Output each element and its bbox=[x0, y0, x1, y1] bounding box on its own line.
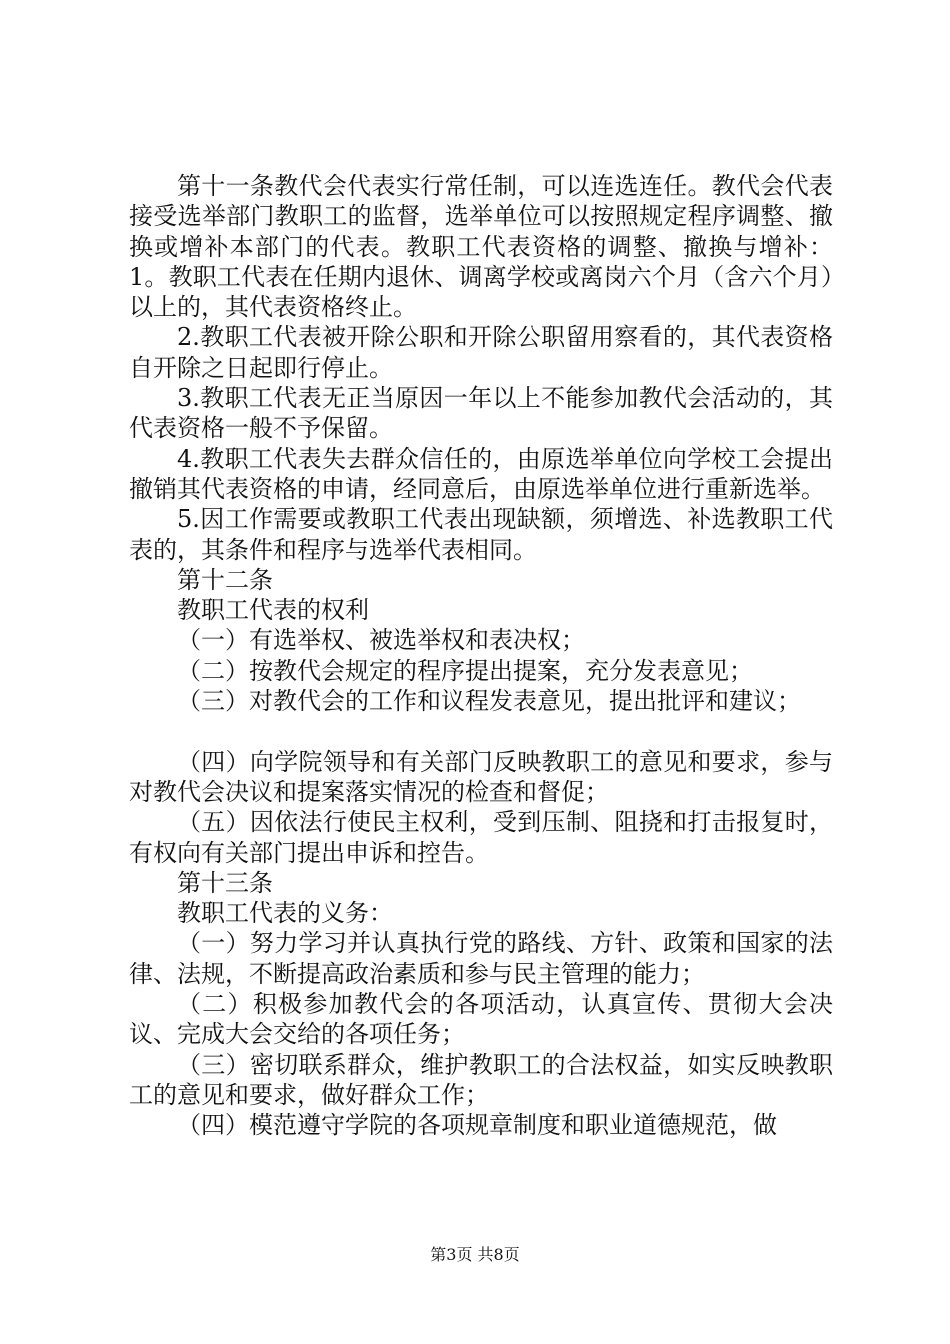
rights-heading: 教职工代表的权利 bbox=[177, 596, 369, 625]
duties-item-3: （三）密切联系群众，维护教职工的合法权益，如实反映教职工的意见和要求，做好群众工作； bbox=[129, 1050, 833, 1109]
rights-item-3: （三）对教代会的工作和议程发表意见，提出批评和建议； bbox=[177, 687, 801, 716]
blank-line bbox=[129, 716, 833, 746]
paragraph-item-2: 2.教职工代表被开除公职和开除公职留用察看的，其代表资格自开除之日起即行停止。 bbox=[129, 323, 833, 382]
paragraph-item-4: 4.教职工代表失去群众信任的，由原选举单位向学校工会提出撤销其代表资格的申请，经同意后，由原选举单位进行重新选举。 bbox=[129, 444, 833, 503]
article-12-heading: 第十二条 bbox=[177, 565, 273, 594]
rights-item-2: （二）按教代会规定的程序提出提案，充分发表意见； bbox=[177, 656, 753, 685]
page-number-label: 第3页 共8页 bbox=[430, 1245, 520, 1264]
article-13-heading: 第十三条 bbox=[177, 868, 273, 897]
paragraph-item-5: 5.因工作需要或教职工代表出现缺额，须增选、补选教职工代表的，其条件和程序与选举代表相同。 bbox=[129, 505, 833, 564]
paragraph-article-11: 第十一条教代会代表实行常任制，可以连选连任。教代会代表接受选举部门教职工的监督，选举单位可以按照规定程序调整、撤换或增补本部门的代表。教职工代表资格的调整、撤换与增补：1。教职工代表在任期内退休、调离学校或离岗六个月（含六个月）以上的，其代表资格终止。 bbox=[129, 172, 833, 322]
rights-item-5: （五）因依法行使民主权利，受到压制、阻挠和打击报复时，有权向有关部门提出申诉和控告。 bbox=[129, 808, 833, 867]
rights-item-1: （一）有选举权、被选举权和表决权； bbox=[177, 626, 585, 655]
page-footer bbox=[0, 1245, 950, 1265]
rights-item-4: （四）向学院领导和有关部门反映教职工的意见和要求，参与对教代会决议和提案落实情况的检查和督促； bbox=[129, 747, 833, 806]
paragraph-item-3: 3.教职工代表无正当原因一年以上不能参加教代会活动的，其代表资格一般不予保留。 bbox=[129, 384, 833, 443]
duties-item-4: （四）模范遵守学院的各项规章制度和职业道德规范，做 bbox=[177, 1111, 777, 1140]
duties-heading: 教职工代表的义务： bbox=[177, 899, 393, 928]
document-body bbox=[129, 171, 833, 1141]
duties-item-2: （二）积极参加教代会的各项活动，认真宣传、贯彻大会决议、完成大会交给的各项任务； bbox=[129, 990, 833, 1049]
duties-item-1: （一）努力学习并认真执行党的路线、方针、政策和国家的法律、法规，不断提高政治素质和参与民主管理的能力； bbox=[129, 929, 833, 988]
